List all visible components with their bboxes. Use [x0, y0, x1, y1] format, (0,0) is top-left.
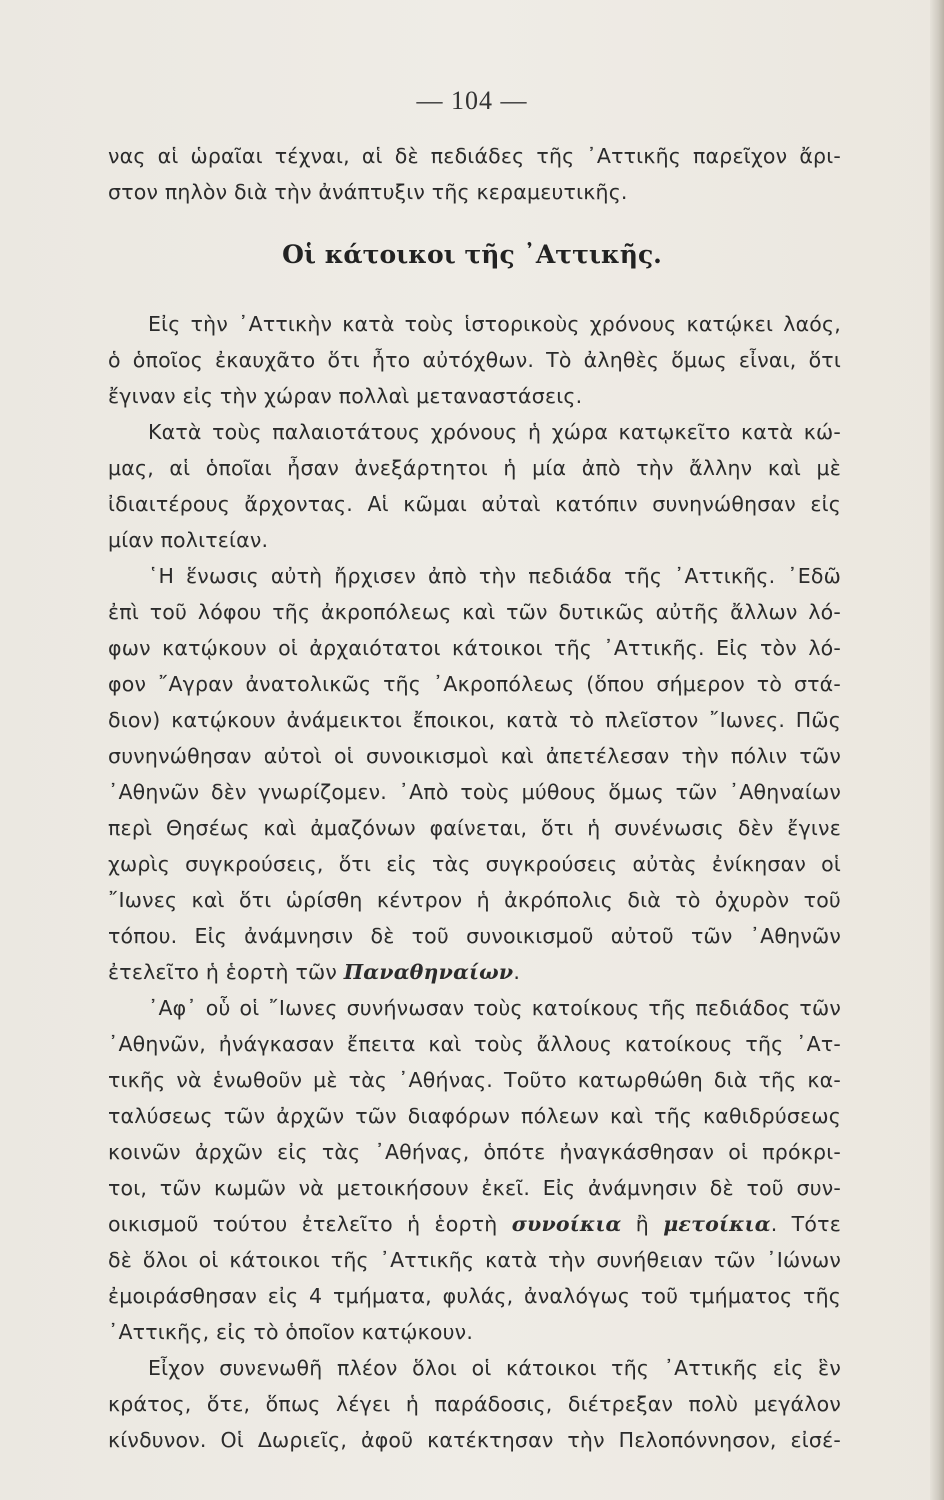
text-line: ᾿Αττικῆς, εἰς τὸ ὁποῖον κατῴκουν.: [108, 1320, 474, 1344]
text-line: νας αἱ ὡραῖαι τέχναι, αἱ δὲ πεδιάδες τῆς ᾿Αττικῆς παρεῖχον ἄρι-: [108, 144, 841, 168]
text-line: κοινῶν ἀρχῶν εἰς τὰς ᾿Αθήνας, ὁπότε ἠναγκάσθησαν οἱ πρόκρι-: [108, 1140, 841, 1164]
text-line: ταλύσεως τῶν ἀρχῶν τῶν διαφόρων πόλεων καὶ τῆς καθιδρύσεως: [108, 1104, 841, 1128]
text-line: ᾿Αθηνῶν, ἠνάγκασαν ἔπειτα καὶ τοὺς ἄλλους κατοίκους τῆς ᾿Ατ-: [108, 1032, 841, 1056]
text-line: στον πηλὸν διὰ τὴν ἀνάπτυξιν τῆς κεραμευτικῆς.: [108, 180, 628, 204]
text-line: μας, αἱ ὁποῖαι ἦσαν ἀνεξάρτητοι ἡ μία ἀπὸ τὴν ἄλλην καὶ μὲ: [108, 456, 841, 480]
text-line: κίνδυνον. Οἱ Δωριεῖς, ἀφοῦ κατέκτησαν τὴν Πελοπόννησον, εἰσέ-: [108, 1428, 841, 1452]
text-line: μίαν πολιτείαν.: [108, 528, 269, 552]
emphasized-term: μετοίκια: [663, 1212, 771, 1236]
text-line: ῾Η ἕνωσις αὐτὴ ἤρχισεν ἀπὸ τὴν πεδιάδα τῆς ᾿Αττικῆς. ᾿Εδῶ: [148, 564, 841, 588]
text-segment: οικισμοῦ τούτου ἐτελεῖτο ἡ ἑορτὴ: [108, 1212, 512, 1236]
text-line: ῎Ιωνες καὶ ὅτι ὡρίσθη κέντρον ἡ ἀκρόπολις διὰ τὸ ὀχυρὸν τοῦ: [108, 888, 841, 912]
text-line: συνηνώθησαν αὐτοὶ οἱ συνοικισμοὶ καὶ ἀπετέλεσαν τὴν πόλιν τῶν: [108, 744, 841, 768]
text-line: φων κατῴκουν οἱ ἀρχαιότατοι κάτοικοι τῆς ᾿Αττικῆς. Εἰς τὸν λό-: [108, 636, 841, 660]
text-line: Εἶχον συνενωθῆ πλέον ὅλοι οἱ κάτοικοι τῆς ᾿Αττικῆς εἰς ἓν: [148, 1356, 841, 1380]
text-line: ᾿Αθηνῶν δὲν γνωρίζομεν. ᾿Απὸ τοὺς μύθους ὅμως τῶν ᾿Αθηναίων: [108, 780, 841, 804]
text-line: τόπου. Εἰς ἀνάμνησιν δὲ τοῦ συνοικισμοῦ αὐτοῦ τῶν ᾿Αθηνῶν: [108, 924, 841, 948]
text-line: Κατὰ τοὺς παλαιοτάτους χρόνους ἡ χώρα κατῳκεῖτο κατὰ κώ-: [148, 420, 841, 444]
text-line: Εἰς τὴν ᾿Αττικὴν κατὰ τοὺς ἱστορικοὺς χρόνους κατῴκει λαός,: [148, 312, 841, 336]
text-line: δὲ ὅλοι οἱ κάτοικοι τῆς ᾿Αττικῆς κατὰ τὴν συνήθειαν τῶν ᾿Ιώνων: [108, 1248, 841, 1272]
text-line: [108, 954, 841, 990]
text-line: [108, 1206, 841, 1242]
page-edge: [930, 0, 944, 1500]
text-segment: .: [513, 960, 521, 984]
text-line: ὁ ὁποῖος ἐκαυχᾶτο ὅτι ἦτο αὐτόχθων. Τὸ ἀληθὲς ὅμως εἶναι, ὅτι: [108, 348, 841, 372]
text-segment: . Τότε: [770, 1212, 841, 1236]
text-segment: ἢ: [621, 1212, 664, 1236]
text-line: διον) κατῴκουν ἀνάμεικτοι ἔποικοι, κατὰ τὸ πλεῖστον ῎Ιωνες. Πῶς: [108, 708, 841, 732]
text-line: ἰδιαιτέρους ἄρχοντας. Αἱ κῶμαι αὐταὶ κατόπιν συνηνώθησαν εἰς: [108, 492, 841, 516]
text-line: ἔγιναν εἰς τὴν χώραν πολλαὶ μεταναστάσεις.: [108, 384, 583, 408]
page-number: — 104 —: [416, 86, 528, 115]
text-line: τικῆς νὰ ἑνωθοῦν μὲ τὰς ᾿Αθήνας. Τοῦτο κατωρθώθη διὰ τῆς κα-: [108, 1068, 841, 1092]
text-segment: ἐτελεῖτο ἡ ἑορτὴ τῶν: [108, 960, 344, 984]
text-line: τοι, τῶν κωμῶν νὰ μετοικήσουν ἐκεῖ. Εἰς ἀνάμνησιν δὲ τοῦ συν-: [108, 1176, 841, 1200]
text-line: περὶ Θησέως καὶ ἀμαζόνων φαίνεται, ὅτι ἡ συνένωσις δὲν ἔγινε: [108, 816, 841, 840]
text-line: ἐμοιράσθησαν εἰς 4 τμήματα, φυλάς, ἀναλόγως τοῦ τμήματος τῆς: [108, 1284, 841, 1308]
emphasized-term: Παναθηναίων: [343, 960, 514, 984]
text-line: ἐπὶ τοῦ λόφου τῆς ἀκροπόλεως καὶ τῶν δυτικῶς αὐτῆς ἄλλων λό-: [108, 600, 841, 624]
text-line: χωρὶς συγκρούσεις, ὅτι εἰς τὰς συγκρούσεις αὐτὰς ἐνίκησαν οἱ: [108, 852, 841, 876]
emphasized-term: συνοίκια: [511, 1212, 622, 1236]
text-line: κράτος, ὅτε, ὅπως λέγει ἡ παράδοσις, διέτρεξαν πολὺ μεγάλον: [108, 1392, 841, 1416]
section-heading: Οἱ κάτοικοι τῆς ᾿Αττικῆς.: [282, 240, 662, 269]
text-line: ᾿Αφ᾽ οὗ οἱ ῎Ιωνες συνήνωσαν τοὺς κατοίκους τῆς πεδιάδος τῶν: [148, 996, 841, 1020]
text-line: φον ῎Αγραν ἀνατολικῶς τῆς ᾿Ακροπόλεως (ὅπου σήμερον τὸ στά-: [108, 672, 841, 696]
